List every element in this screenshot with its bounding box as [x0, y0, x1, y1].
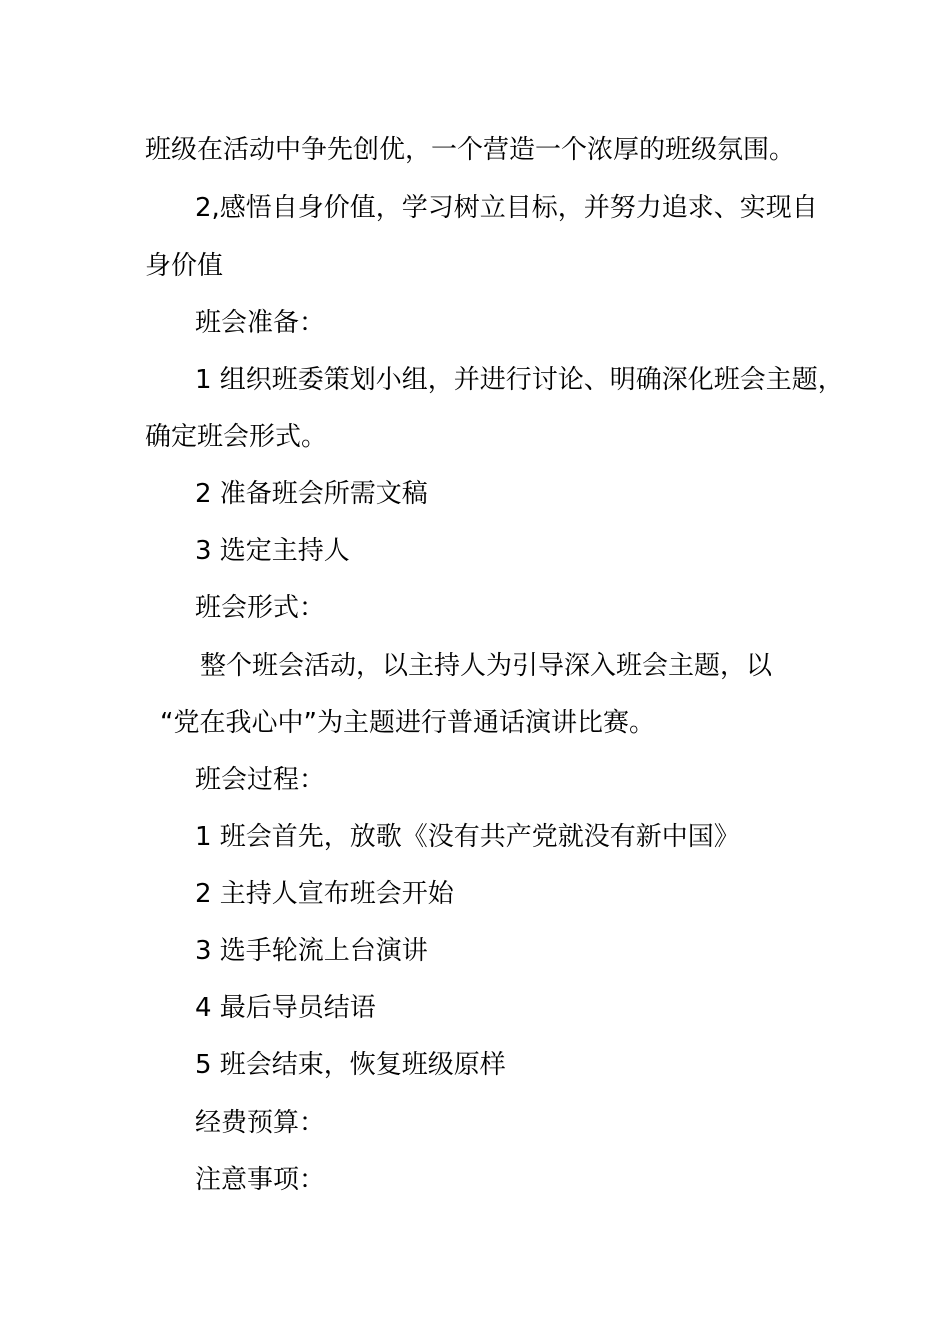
body-line-2: 2,感悟自身价值，学习树立目标，并努力追求、实现自 — [195, 193, 818, 223]
section-heading-process: 班会过程： — [195, 765, 326, 795]
list-item: 3 选手轮流上台演讲 — [195, 936, 428, 966]
list-item: 5 班会结束，恢复班级原样 — [195, 1050, 506, 1080]
section-heading-preparation: 班会准备： — [195, 308, 326, 338]
list-item-continuation: 确定班会形式。 — [145, 422, 328, 452]
body-line-format-continuation: “党在我心中”为主题进行普通话演讲比赛。 — [160, 708, 655, 738]
list-item: 4 最后导员结语 — [195, 993, 376, 1023]
list-item: 2 主持人宣布班会开始 — [195, 879, 454, 909]
body-line-3: 身价值 — [145, 251, 224, 281]
list-item: 1 组织班委策划小组，并进行讨论、明确深化班会主题， — [195, 365, 844, 395]
section-heading-budget: 经费预算： — [195, 1108, 326, 1138]
list-item: 2 准备班会所需文稿 — [195, 479, 428, 509]
list-item: 3 选定主持人 — [195, 536, 350, 566]
body-line-format: 整个班会活动，以主持人为引导深入班会主题，以 — [200, 651, 773, 681]
section-heading-notes: 注意事项： — [195, 1165, 326, 1195]
section-heading-format: 班会形式： — [195, 593, 326, 623]
body-line-1: 班级在活动中争先创优，一个营造一个浓厚的班级氛围。 — [145, 135, 796, 165]
list-item: 1 班会首先，放歌《没有共产党就没有新中国》 — [195, 822, 740, 852]
